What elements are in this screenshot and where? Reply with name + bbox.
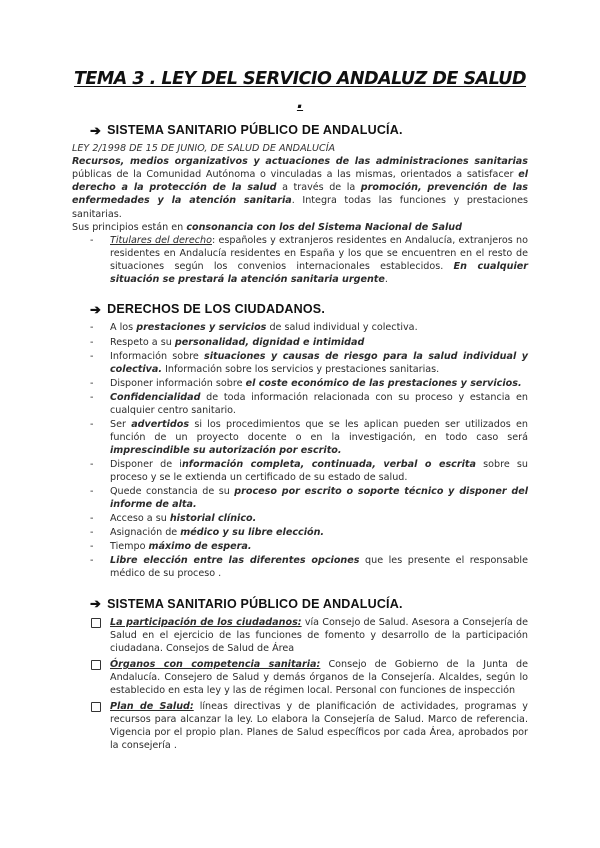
text-run: públicas de la Comunidad Autónoma o vinculadas a las mismas, orientados a satisfacer [72, 169, 519, 181]
text-run: vía Consejo de Salud. Asesora a Consejería de Salud en el ejercicio de las funciones de fomento y desarrollo de la participación ciudadana. Consejos de Salud de Área [110, 617, 528, 655]
checkbox-icon [91, 702, 101, 712]
checkbox-item-participacion [72, 616, 528, 655]
text-run: de toda información relacionada con su proceso y estancia en cualquier centro sanitario. [110, 391, 528, 416]
text-run: Información sobre [110, 350, 205, 362]
list-item: - Información sobre situaciones y causas de riesgo para la salud individual y colectiva. Información sobre los servicios y prestaciones sanitarias. [90, 350, 528, 375]
list-item: - Acceso a su historial clínico. [90, 513, 257, 525]
list-item: - Disponer de información completa, continuada, verbal o escrita sobre su proceso y se le extienda un certificado de su estado de salud. [90, 458, 528, 483]
text-run: proceso por escrito o soporte técnico y disponer del informe de alta. [110, 486, 529, 511]
section-heading-text: SISTEMA SANITARIO PÚBLICO DE ANDALUCÍA. [107, 596, 403, 611]
section-heading-sistema-sanitario-1 [90, 122, 528, 140]
text-run: Disponer información sobre [110, 377, 246, 389]
text-run: Quede constancia de su [110, 486, 235, 498]
text-run: sobre su proceso y se le extienda un certificado de su estado de salud. [110, 458, 528, 483]
text-run: médico y su libre elección. [180, 527, 325, 539]
text-run: si los procedimientos que se les aplican pueden ser utilizados en función de un proyecto docente o en la investigación, en todo caso será [110, 418, 528, 443]
list-item: - Titulares del derecho: españoles y extranjeros residentes en Andalucía, extranjeros no residentes en Andalucía residentes en España y los que se encuentren en el resto de situaciones según los convenios internacionales establecidos. En cualquier situación se prestará la atención sanitaria urgente. [90, 234, 528, 285]
text-run: personalidad, dignidad e intimidad [174, 336, 365, 348]
list-item: - Libre elección entre las diferentes opciones que les presente el responsable médico de su proceso . [90, 555, 528, 580]
paragraph-definition [72, 155, 528, 220]
checkbox-icon [91, 618, 101, 628]
text-run: líneas directivas y de planificación de actividades, programas y recursos para alcanzar la ley. Lo elabora la Consejería de Salud. Marco de referencia. Vigencia por el propio plan. Planes de Salud específicos por cada Área, aprobados por la consejería . [110, 701, 528, 752]
text-run: Asignación de [110, 527, 181, 539]
section-heading-text: DERECHOS DE LOS CIUDADANOS. [107, 302, 326, 317]
list-item: - Respeto a su personalidad, dignidad e intimidad [90, 336, 365, 348]
text-run: Ser [110, 418, 132, 430]
text-run: que les presente el responsable médico de su proceso . [110, 555, 528, 580]
section-heading-text: SISTEMA SANITARIO PÚBLICO DE ANDALUCÍA. [107, 122, 403, 137]
text-run: nformación completa, continuada, verbal o escrita [181, 458, 476, 470]
text-run: Consejo de Gobierno de la Junta de Andalucía. Consejero de Salud y demás órganos de la Consejería. Alcaldes, según lo establecido en esta ley y las de régimen local. Personal con funciones de inspección [110, 659, 528, 697]
text-run: de salud individual y colectiva. [266, 322, 418, 334]
titulares-list [72, 234, 528, 286]
section-heading-derechos [90, 301, 528, 319]
text-run: Disponer de i [110, 458, 182, 470]
text-run: Respeto a su [110, 336, 175, 348]
section-heading-sistema-sanitario-2 [90, 595, 528, 613]
text-run: a través de la [276, 182, 361, 194]
text-run: historial clínico. [169, 513, 257, 525]
text-run: . Integra todas las funciones y prestaciones sanitarias. [72, 195, 528, 220]
list-item: - Disponer información sobre el coste económico de las prestaciones y servicios. [90, 377, 522, 389]
checkbox-item-organos [72, 658, 528, 697]
text-run: imprescindible su autorización por escrito. [110, 444, 342, 456]
text-run: prestaciones y servicios [136, 322, 267, 334]
text-run: situaciones y causas de riesgo para la salud individual y colectiva. [110, 350, 528, 375]
text-run: Plan de Salud: [110, 701, 194, 713]
arrow-icon: ➔ [90, 301, 102, 317]
text-run: consonancia con los del Sistema Nacional de Salud [186, 221, 462, 233]
list-item: - Tiempo máximo de espera. [90, 541, 252, 553]
law-reference: LEY 2/1998 DE 15 DE JUNIO, DE SALUD DE ANDALUCÍA [72, 143, 336, 155]
text-run: Confidencialidad [110, 391, 201, 403]
page-title: TEMA 3 . LEY DEL SERVICIO ANDALUZ DE SALUD . [73, 69, 527, 113]
derechos-list [72, 321, 528, 580]
checkbox-icon [91, 660, 101, 670]
text-run: el derecho a la protección de la salud [72, 169, 528, 194]
text-run: Acceso a su [110, 513, 170, 525]
text-run: Titulares del derecho [110, 234, 212, 246]
text-run: Tiempo [110, 541, 149, 553]
arrow-icon: ➔ [90, 122, 102, 138]
list-item: - Confidencialidad de toda información relacionada con su proceso y estancia en cualquier centro sanitario. [90, 391, 528, 416]
text-run: En cualquier situación se prestará la atención sanitaria urgente [110, 260, 528, 285]
text-run: Recursos, medios organizativos y actuaciones de las administraciones sanitarias [72, 156, 528, 168]
text-run: : españoles y extranjeros residentes en Andalucía, extranjeros no residentes en Andalucía residentes en España y los que se encuentren en el resto de situaciones según los convenios internacionales establecidos. [110, 234, 528, 272]
list-item: - Quede constancia de su proceso por escrito o soporte técnico y disponer del informe de alta. [90, 486, 529, 511]
text-run: A los [110, 322, 137, 334]
text-run: . [384, 273, 388, 285]
text-run: Información sobre los servicios y prestaciones sanitarias. [162, 363, 440, 375]
checkbox-list [72, 616, 528, 752]
text-run: promoción, prevención de las enfermedades y la atención sanitaria [72, 182, 529, 207]
text-run: La participación de los ciudadanos: [110, 617, 302, 629]
paragraph-principles [72, 221, 528, 234]
list-item: - A los prestaciones y servicios de salud individual y colectiva. [90, 322, 418, 334]
list-item: - Ser advertidos si los procedimientos que se les aplican pueden ser utilizados en función de un proyecto docente o en la investigación, en todo caso será imprescindible su autorización por escrito. [90, 418, 528, 456]
text-run: Libre elección entre las diferentes opciones [110, 555, 360, 567]
checkbox-item-plan-salud [72, 700, 528, 752]
arrow-icon: ➔ [90, 596, 102, 612]
text-run: Órganos con competencia sanitaria: [110, 659, 321, 671]
text-run: Sus principios están en [72, 221, 187, 233]
text-run: el coste económico de las prestaciones y servicios. [245, 377, 522, 389]
list-item: - Asignación de médico y su libre elección. [90, 527, 325, 539]
text-run: advertidos [131, 418, 190, 430]
text-run: máximo de espera. [148, 541, 252, 553]
